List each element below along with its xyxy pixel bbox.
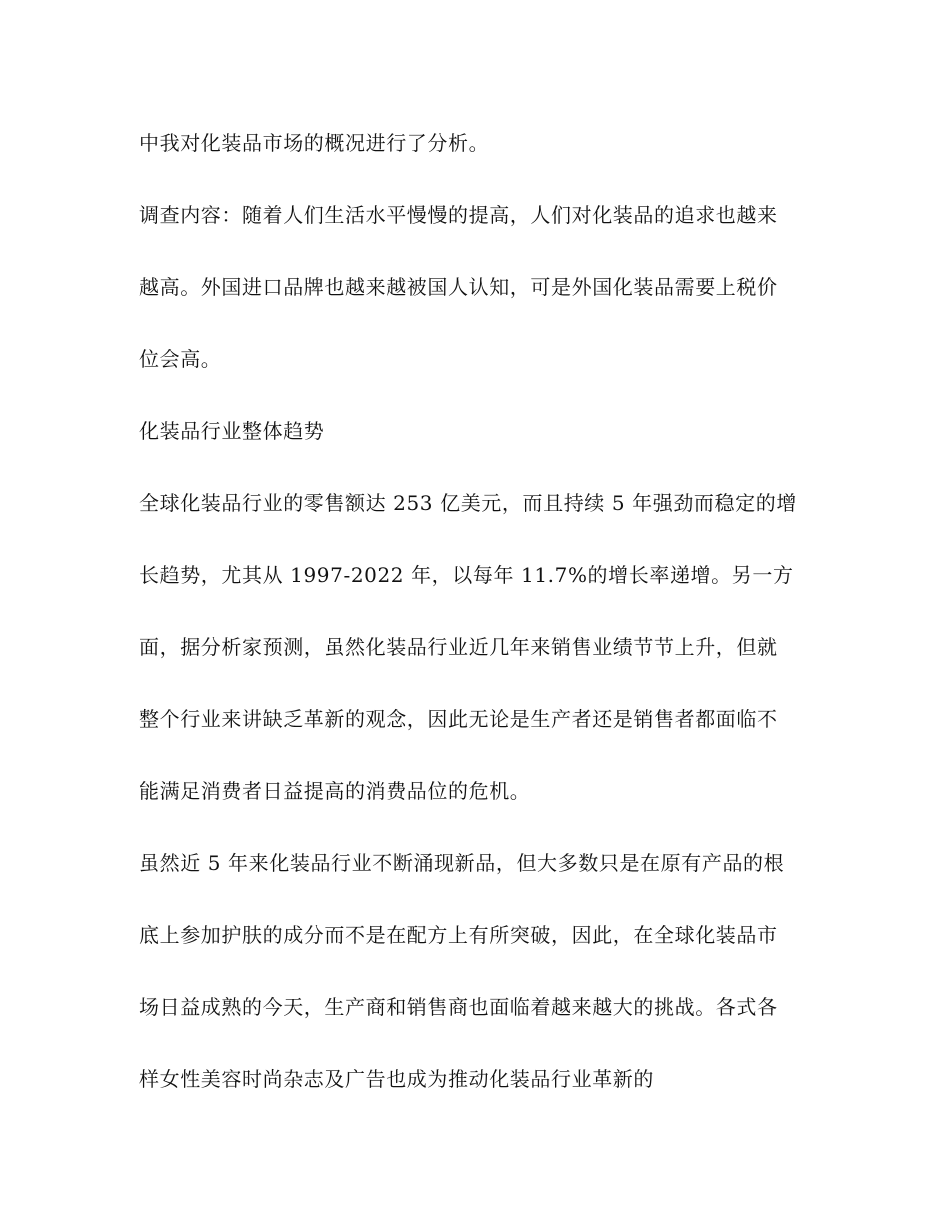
paragraph-line: 整个行业来讲缺乏革新的观念，因此无论是生产者还是销售者都面临不 <box>139 707 778 731</box>
section-heading: 化装品行业整体趋势 <box>139 419 325 443</box>
paragraph-line: 中我对化装品市场的概况进行了分析。 <box>139 131 490 155</box>
paragraph-line: 越高。外国进口品牌也越来越被国人认知，可是外国化装品需要上税价 <box>139 275 778 299</box>
paragraph-line: 能满足消费者日益提高的消费品位的危机。 <box>139 779 531 803</box>
paragraph-line: 位会高。 <box>139 347 222 371</box>
paragraph-line: 样女性美容时尚杂志及广告也成为推动化装品行业革新的 <box>139 1067 654 1091</box>
paragraph-line: 全球化装品行业的零售额达 253 亿美元，而且持续 5 年强劲而稳定的增 <box>139 491 797 515</box>
paragraph-line: 面，据分析家预测，虽然化装品行业近几年来销售业绩节节上升，但就 <box>139 635 778 659</box>
paragraph-line: 调查内容：随着人们生活水平慢慢的提高，人们对化装品的追求也越来 <box>139 203 778 227</box>
paragraph-line: 长趋势，尤其从 1997-2022 年，以每年 11.7%的增长率递增。另一方 <box>139 563 794 587</box>
paragraph-line: 底上参加护肤的成分而不是在配方上有所突破，因此，在全球化装品市 <box>139 923 778 947</box>
paragraph-line: 场日益成熟的今天，生产商和销售商也面临着越来越大的挑战。各式各 <box>139 995 778 1019</box>
paragraph-line: 虽然近 5 年来化装品行业不断涌现新品，但大多数只是在原有产品的根 <box>139 851 785 875</box>
